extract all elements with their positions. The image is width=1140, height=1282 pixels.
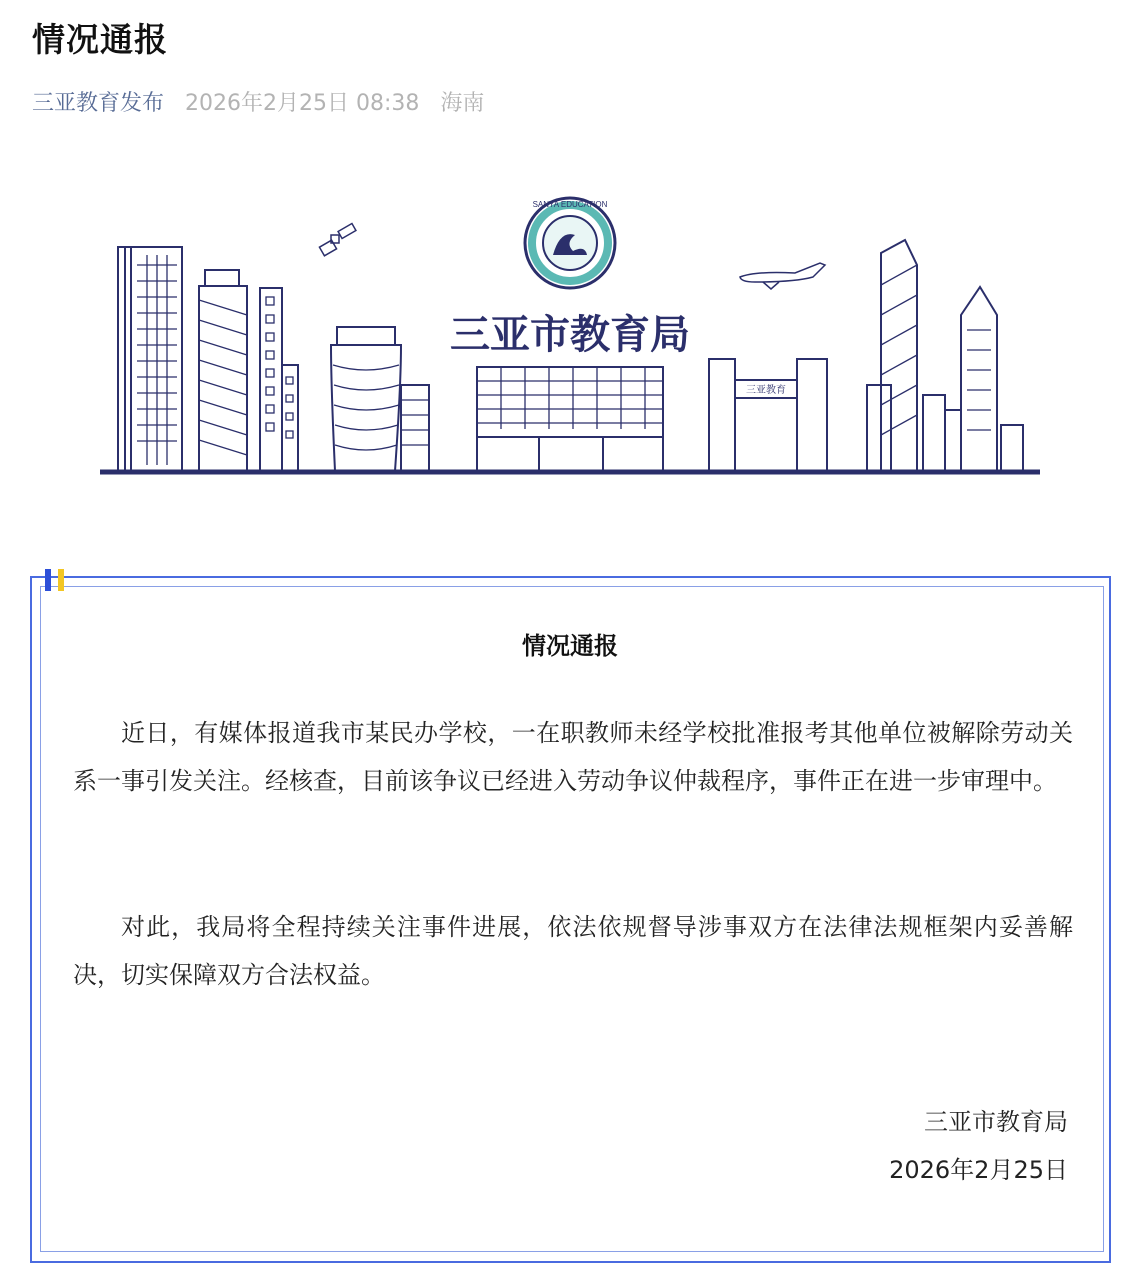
article-title: 情况通报 bbox=[32, 20, 168, 59]
airplane-icon bbox=[740, 263, 825, 289]
skyscraper-right bbox=[867, 240, 1023, 471]
banner-org-name: 三亚市教育局 bbox=[450, 312, 690, 358]
notice-date: 2026年2月25日 bbox=[889, 1156, 1068, 1184]
central-education-building bbox=[477, 367, 663, 471]
notice-paragraph-2: 对此，我局将全程持续关注事件进展，依法依规督导涉事双方在法律法规框架内妥善解决，切实保障双方合法权益。 bbox=[73, 913, 1073, 989]
building-round bbox=[331, 327, 429, 471]
publish-datetime: 2026年2月25日 08:38 bbox=[185, 91, 420, 116]
satellite-icon bbox=[319, 224, 355, 256]
banner-illustration bbox=[95, 185, 1050, 485]
building-windows bbox=[260, 288, 298, 471]
notice-title: 情况通报 bbox=[522, 632, 618, 660]
account-name-link[interactable]: 三亚教育发布 bbox=[32, 91, 165, 116]
skyscraper-left bbox=[118, 247, 182, 471]
notice-signature: 三亚市教育局 bbox=[924, 1108, 1068, 1136]
gate-sign-text: 三亚教育 bbox=[746, 385, 786, 396]
svg-text:SANYA EDUCATION: SANYA EDUCATION bbox=[532, 200, 608, 209]
school-gate bbox=[709, 359, 827, 471]
frame-corner-accent-yellow bbox=[58, 569, 64, 591]
publish-location: 海南 bbox=[440, 91, 485, 116]
frame-corner-accent-blue bbox=[45, 569, 51, 591]
education-bureau-logo bbox=[525, 198, 615, 288]
article-meta bbox=[32, 86, 484, 117]
building-striped bbox=[199, 270, 247, 471]
notice-paragraph-1: 近日，有媒体报道我市某民办学校，一在职教师未经学校批准报考其他单位被解除劳动关系一事引发关注。经核查，目前该争议已经进入劳动争议仲裁程序，事件正在进一步审理中。 bbox=[73, 719, 1073, 795]
